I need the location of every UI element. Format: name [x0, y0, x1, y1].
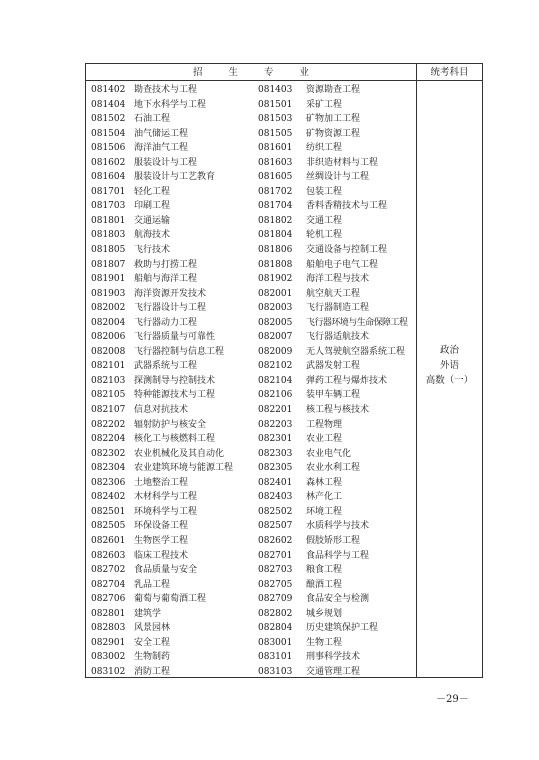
major-code: 083103 [258, 666, 293, 677]
major-code: 082306 [91, 477, 126, 488]
major-name: 农业工程 [306, 434, 343, 445]
major-name: 农业电气化 [306, 448, 352, 459]
table-body [86, 83, 416, 679]
header-exam-subjects: 统考科目 [430, 67, 469, 78]
table-row [86, 214, 416, 229]
major-code: 083102 [91, 666, 126, 677]
major-name: 印刷工程 [134, 201, 171, 212]
major-code: 081801 [91, 215, 126, 226]
major-name: 消防工程 [134, 666, 171, 677]
major-code: 082704 [91, 579, 126, 590]
major-name: 飞行器适航技术 [306, 332, 370, 343]
major-name: 轻化工程 [134, 186, 171, 197]
table-row [86, 170, 416, 185]
major-name: 食品科学与工程 [306, 550, 370, 561]
major-code: 082104 [258, 375, 293, 386]
table-row [86, 665, 416, 680]
table-row [86, 549, 416, 564]
major-name: 环境科学与工程 [134, 506, 198, 517]
exam-subject-math: 高数（一） [425, 375, 474, 386]
major-name: 海洋工程与技术 [306, 274, 370, 285]
major-code: 081604 [91, 172, 126, 183]
major-code: 081802 [258, 215, 293, 226]
major-name: 包装工程 [306, 186, 343, 197]
major-code: 082103 [91, 375, 126, 386]
major-name: 海洋资源开发技术 [134, 288, 207, 299]
major-code: 081702 [258, 186, 293, 197]
table-row [86, 432, 416, 447]
major-code: 081701 [91, 186, 126, 197]
major-code: 082801 [91, 608, 126, 619]
major-code: 081503 [258, 114, 293, 125]
major-code: 082004 [91, 317, 126, 328]
major-code: 081505 [258, 128, 293, 139]
major-code: 081808 [258, 259, 293, 270]
major-code: 081602 [91, 157, 126, 168]
major-code: 082001 [258, 288, 293, 299]
major-name: 飞行器质量与可靠性 [134, 332, 216, 343]
major-code: 082105 [91, 390, 126, 401]
table-row [86, 185, 416, 200]
major-name: 飞行器设计与工程 [134, 303, 207, 314]
major-code: 082305 [258, 463, 293, 474]
major-code: 081403 [258, 85, 293, 95]
table-row [86, 330, 416, 345]
major-code: 082501 [91, 506, 126, 517]
major-name: 工程物理 [306, 419, 343, 430]
major-code: 082301 [258, 434, 293, 445]
major-name: 刑事科学技术 [306, 652, 361, 663]
table-row [86, 316, 416, 331]
header-char: 生 [228, 67, 238, 78]
major-name: 船舶与海洋工程 [134, 274, 198, 285]
major-name: 矿物资源工程 [306, 128, 361, 139]
major-name: 建筑学 [134, 608, 162, 619]
major-code: 081601 [258, 143, 293, 154]
table-row [86, 156, 416, 171]
table-row [86, 476, 416, 491]
major-name: 轮机工程 [306, 230, 343, 241]
major-code: 081901 [91, 274, 126, 285]
major-name: 农业建筑环境与能源工程 [134, 463, 234, 474]
major-name: 武器发射工程 [306, 361, 361, 372]
table-row [86, 98, 416, 113]
major-code: 083002 [91, 652, 126, 663]
major-code: 082002 [91, 303, 126, 314]
major-code: 081506 [91, 143, 126, 154]
major-name: 环保设备工程 [134, 521, 189, 532]
major-name: 油气储运工程 [134, 128, 189, 139]
major-name: 服装设计与工艺教育 [134, 172, 216, 183]
table-row [86, 578, 416, 593]
exam-subject-language: 外语 [439, 360, 459, 371]
major-name: 飞行技术 [134, 245, 171, 256]
major-code: 082402 [91, 492, 126, 503]
major-name: 食品安全与检测 [306, 594, 370, 605]
major-name: 木材科学与工程 [134, 492, 198, 503]
table-row [86, 621, 416, 636]
major-name: 交通工程 [306, 215, 343, 226]
table-row [86, 592, 416, 607]
major-name: 生物医学工程 [134, 535, 189, 546]
major-code: 082702 [91, 565, 126, 576]
major-name: 葡萄与葡萄酒工程 [134, 594, 207, 605]
major-name: 信息对抗技术 [134, 405, 189, 416]
major-name: 非织造材料与工程 [306, 157, 379, 168]
major-code: 082101 [91, 361, 126, 372]
table-row [86, 301, 416, 316]
major-code: 082804 [258, 623, 293, 634]
major-name: 农业水利工程 [306, 463, 361, 474]
major-name: 武器系统与工程 [134, 361, 198, 372]
table-row [86, 563, 416, 578]
table-row [86, 141, 416, 156]
major-code: 082901 [91, 637, 126, 648]
table-row [86, 272, 416, 287]
table-row [86, 228, 416, 243]
table-row [86, 112, 416, 127]
major-name: 安全工程 [134, 637, 171, 648]
major-name: 特种能源技术与工程 [134, 390, 216, 401]
major-name: 水质科学与技术 [306, 521, 370, 532]
major-code: 081803 [91, 230, 126, 241]
major-name: 生物制药 [134, 652, 171, 663]
major-code: 083001 [258, 637, 293, 648]
major-name: 乳品工程 [134, 579, 171, 590]
major-code: 082201 [258, 405, 293, 416]
table-row [86, 418, 416, 433]
major-name: 石油工程 [134, 114, 171, 125]
major-name: 假肢矫形工程 [306, 535, 361, 546]
table-row [86, 83, 416, 98]
major-code: 082701 [258, 550, 293, 561]
major-name: 风景园林 [134, 623, 171, 634]
major-code: 081704 [258, 201, 293, 212]
major-name: 交通管理工程 [306, 666, 361, 677]
major-name: 生物工程 [306, 637, 343, 648]
table-row [86, 403, 416, 418]
major-code: 082007 [258, 332, 293, 343]
table-row [86, 505, 416, 520]
table-row [86, 650, 416, 665]
major-name: 船舶电子电气工程 [306, 259, 379, 270]
major-code: 082601 [91, 535, 126, 546]
major-code: 082203 [258, 419, 293, 430]
major-code: 082802 [258, 608, 293, 619]
major-name: 救助与打捞工程 [134, 259, 198, 270]
major-code: 081404 [91, 99, 126, 110]
major-name: 临床工程技术 [134, 550, 189, 561]
major-code: 083101 [258, 652, 293, 663]
major-name: 森林工程 [306, 477, 343, 488]
major-code: 081603 [258, 157, 293, 168]
major-name: 矿物加工工程 [306, 114, 361, 125]
major-code: 082703 [258, 565, 293, 576]
major-code: 081501 [258, 99, 293, 110]
major-name: 酿酒工程 [306, 579, 343, 590]
major-name: 海洋油气工程 [134, 143, 189, 154]
major-code: 081805 [91, 245, 126, 256]
table-row [86, 345, 416, 360]
major-name: 环境工程 [306, 506, 343, 517]
major-code: 082303 [258, 448, 293, 459]
major-code: 081605 [258, 172, 293, 183]
major-name: 资源勘查工程 [306, 85, 361, 95]
major-code: 082705 [258, 579, 293, 590]
major-name: 航空航天工程 [306, 288, 361, 299]
major-code: 081807 [91, 259, 126, 270]
major-name: 采矿工程 [306, 99, 343, 110]
major-code: 082602 [258, 535, 293, 546]
major-code: 082403 [258, 492, 293, 503]
major-name: 飞行器环境与生命保障工程 [306, 317, 408, 328]
table-row [86, 388, 416, 403]
major-code: 082005 [258, 317, 293, 328]
major-code: 081804 [258, 230, 293, 241]
table-row [86, 534, 416, 549]
major-code: 082006 [91, 332, 126, 343]
major-name: 交通设备与控制工程 [306, 245, 388, 256]
exam-subject-politics: 政治 [439, 345, 459, 356]
major-code: 082803 [91, 623, 126, 634]
major-name: 无人驾驶航空器系统工程 [306, 346, 406, 357]
major-name: 丝绸设计与工程 [306, 172, 370, 183]
major-name: 飞行器控制与信息工程 [134, 346, 225, 357]
major-code: 082106 [258, 390, 293, 401]
table-row [86, 461, 416, 476]
major-name: 城乡规划 [306, 608, 343, 619]
major-name: 服装设计与工程 [134, 157, 198, 168]
major-code: 082401 [258, 477, 293, 488]
major-code: 081902 [258, 274, 293, 285]
major-code: 081806 [258, 245, 293, 256]
major-name: 辐射防护与核安全 [134, 419, 207, 430]
header-char: 业 [299, 67, 310, 78]
major-name: 香料香精技术与工程 [306, 201, 388, 212]
table-row [86, 490, 416, 505]
table-row [86, 374, 416, 389]
major-code: 082706 [91, 594, 126, 605]
major-name: 交通运输 [134, 215, 171, 226]
table-row [86, 243, 416, 258]
major-name: 土地整治工程 [134, 477, 189, 488]
major-code: 082003 [258, 303, 293, 314]
table-row [86, 447, 416, 462]
major-code: 082302 [91, 448, 126, 459]
page-number: －29－ [436, 694, 469, 705]
major-name: 食品质量与安全 [134, 565, 198, 576]
major-code: 082304 [91, 463, 126, 474]
major-name: 农业机械化及其自动化 [134, 448, 225, 459]
major-code: 081402 [91, 85, 126, 95]
table-row [86, 519, 416, 534]
table-row [86, 359, 416, 374]
major-name: 飞行器制造工程 [306, 303, 370, 314]
header-divider [86, 80, 482, 81]
major-code: 082502 [258, 506, 293, 517]
major-name: 弹药工程与爆炸技术 [306, 375, 388, 386]
major-name: 装甲车辆工程 [306, 390, 361, 401]
major-name: 粮食工程 [306, 565, 343, 576]
table-row [86, 636, 416, 651]
table-row [86, 127, 416, 142]
major-code: 082202 [91, 419, 126, 430]
major-code: 081703 [91, 201, 126, 212]
major-code: 082709 [258, 594, 293, 605]
major-code: 081502 [91, 114, 126, 125]
major-name: 历史建筑保护工程 [306, 623, 379, 634]
major-code: 081504 [91, 128, 126, 139]
major-name: 地下水科学与工程 [134, 99, 207, 110]
major-name: 飞行器动力工程 [134, 317, 198, 328]
major-code: 082102 [258, 361, 293, 372]
majors-table [85, 63, 483, 678]
table-row [86, 258, 416, 273]
major-name: 林产化工 [306, 492, 343, 503]
major-code: 082507 [258, 521, 293, 532]
major-code: 081903 [91, 288, 126, 299]
major-name: 勘查技术与工程 [134, 85, 198, 95]
major-name: 核化工与核燃料工程 [134, 434, 216, 445]
major-code: 082204 [91, 434, 126, 445]
header-char: 专 [264, 67, 274, 78]
header-char: 招 [192, 67, 203, 78]
header-majors [86, 65, 416, 80]
major-code: 082107 [91, 405, 126, 416]
major-name: 核工程与核技术 [306, 405, 370, 416]
major-code: 082505 [91, 521, 126, 532]
major-code: 082009 [258, 346, 293, 357]
major-code: 082603 [91, 550, 126, 561]
major-name: 航海技术 [134, 230, 171, 241]
major-name: 纺织工程 [306, 143, 343, 154]
table-row [86, 607, 416, 622]
major-code: 082008 [91, 346, 126, 357]
table-row [86, 287, 416, 302]
major-name: 探测制导与控制技术 [134, 375, 216, 386]
table-row [86, 199, 416, 214]
